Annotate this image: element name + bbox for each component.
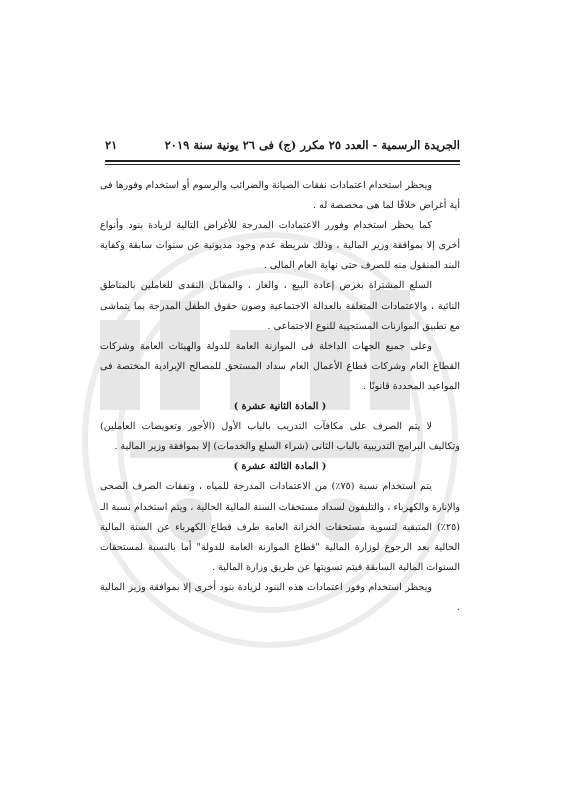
- paragraph: ويحظر استخدام اعتمادات نفقات الصيانة والضرائب والرسوم أو استخدام وفورها فى أية أغراض خلافًا لما هى مخصصة له .: [100, 180, 460, 212]
- article-12-text: لا يتم الصرف على مكافآت التدريب بالباب الأول (الأجور وتعويضات العاملين) وتكاليف البرامج التدريبية بالباب الثانى (شراء السلع والخدمات) إلا بموافقة وزير المالية .: [100, 421, 460, 453]
- article-13-text-2: ويحظر استخدام وفور اعتمادات هذه البنود لزيادة بنود أخرى إلا بموافقة وزير المالية .: [100, 581, 460, 613]
- header-rule-thin: [105, 164, 460, 165]
- paragraph: وعلى جميع الجهات الداخلة فى الموازنة العامة للدولة والهيئات العامة وشركات القطاع العام وشركات قطاع الأعمال العام سداد المستحق للمصالح الإيرادية المختصة فى المواعيد المحددة قانونًا .: [100, 340, 460, 392]
- newspaper-title: الجريدة الرسمية - العدد ٢٥ مكرر (ج) فى ٢٦ يونية سنة ٢٠١٩: [164, 138, 460, 152]
- article-12-heading: ( المادة الثانية عشرة ): [233, 401, 327, 413]
- page-number: ٢١: [105, 138, 118, 152]
- paragraph: السلع المشتراة بغرض إعادة البيع ، والغاز ، والمقابل النقدى للعاملين بالمناطق النائية ، والاعتمادات المتعلقة بالعدالة الاجتماعية وصون حقوق الطفل المدرجة بما يتماشى مع تطبيق الموازنات المستجيبة للنوع الاجتماعى .: [100, 280, 460, 332]
- article-13-text: يتم استخدام نسبة (٧٥٪) من الاعتمادات المدرجة للمياه ، ونفقات الصرف الصحى والإنارة والكهرباء ، والتليفون لسداد مستحقات السنة المالية الحالية ، ويتم استخدام نسبة الـ (٢٥٪) المتبقية لتسوية مستحقات الخزانة العامة طرف قطاع الكهرباء عن السنة المالية الحالية بعد الرجوع لوزارة المالية "قطاع الموازنة العامة للدولة" أما بالنسبة لمستحقات السنوات المالية السابقة فيتم تسويتها عن طريق وزارة المالية .: [100, 481, 460, 573]
- article-13-heading: ( المادة الثالثة عشرة ): [233, 461, 327, 473]
- header-rule: [105, 160, 460, 162]
- document-body: [100, 176, 460, 618]
- paragraph: كما يحظر استخدام وفورر الاعتمادات المدرجة للأغراض التالية لزيادة بنود وأنواع أخرى إلا بموافقة وزير المالية ، وذلك شريطة عدم وجود مديونية عن سنوات سابقة وكفاية البند المنقول منه للصرف حتى نهاية العام المالى .: [100, 220, 460, 272]
- page-header: [105, 138, 460, 156]
